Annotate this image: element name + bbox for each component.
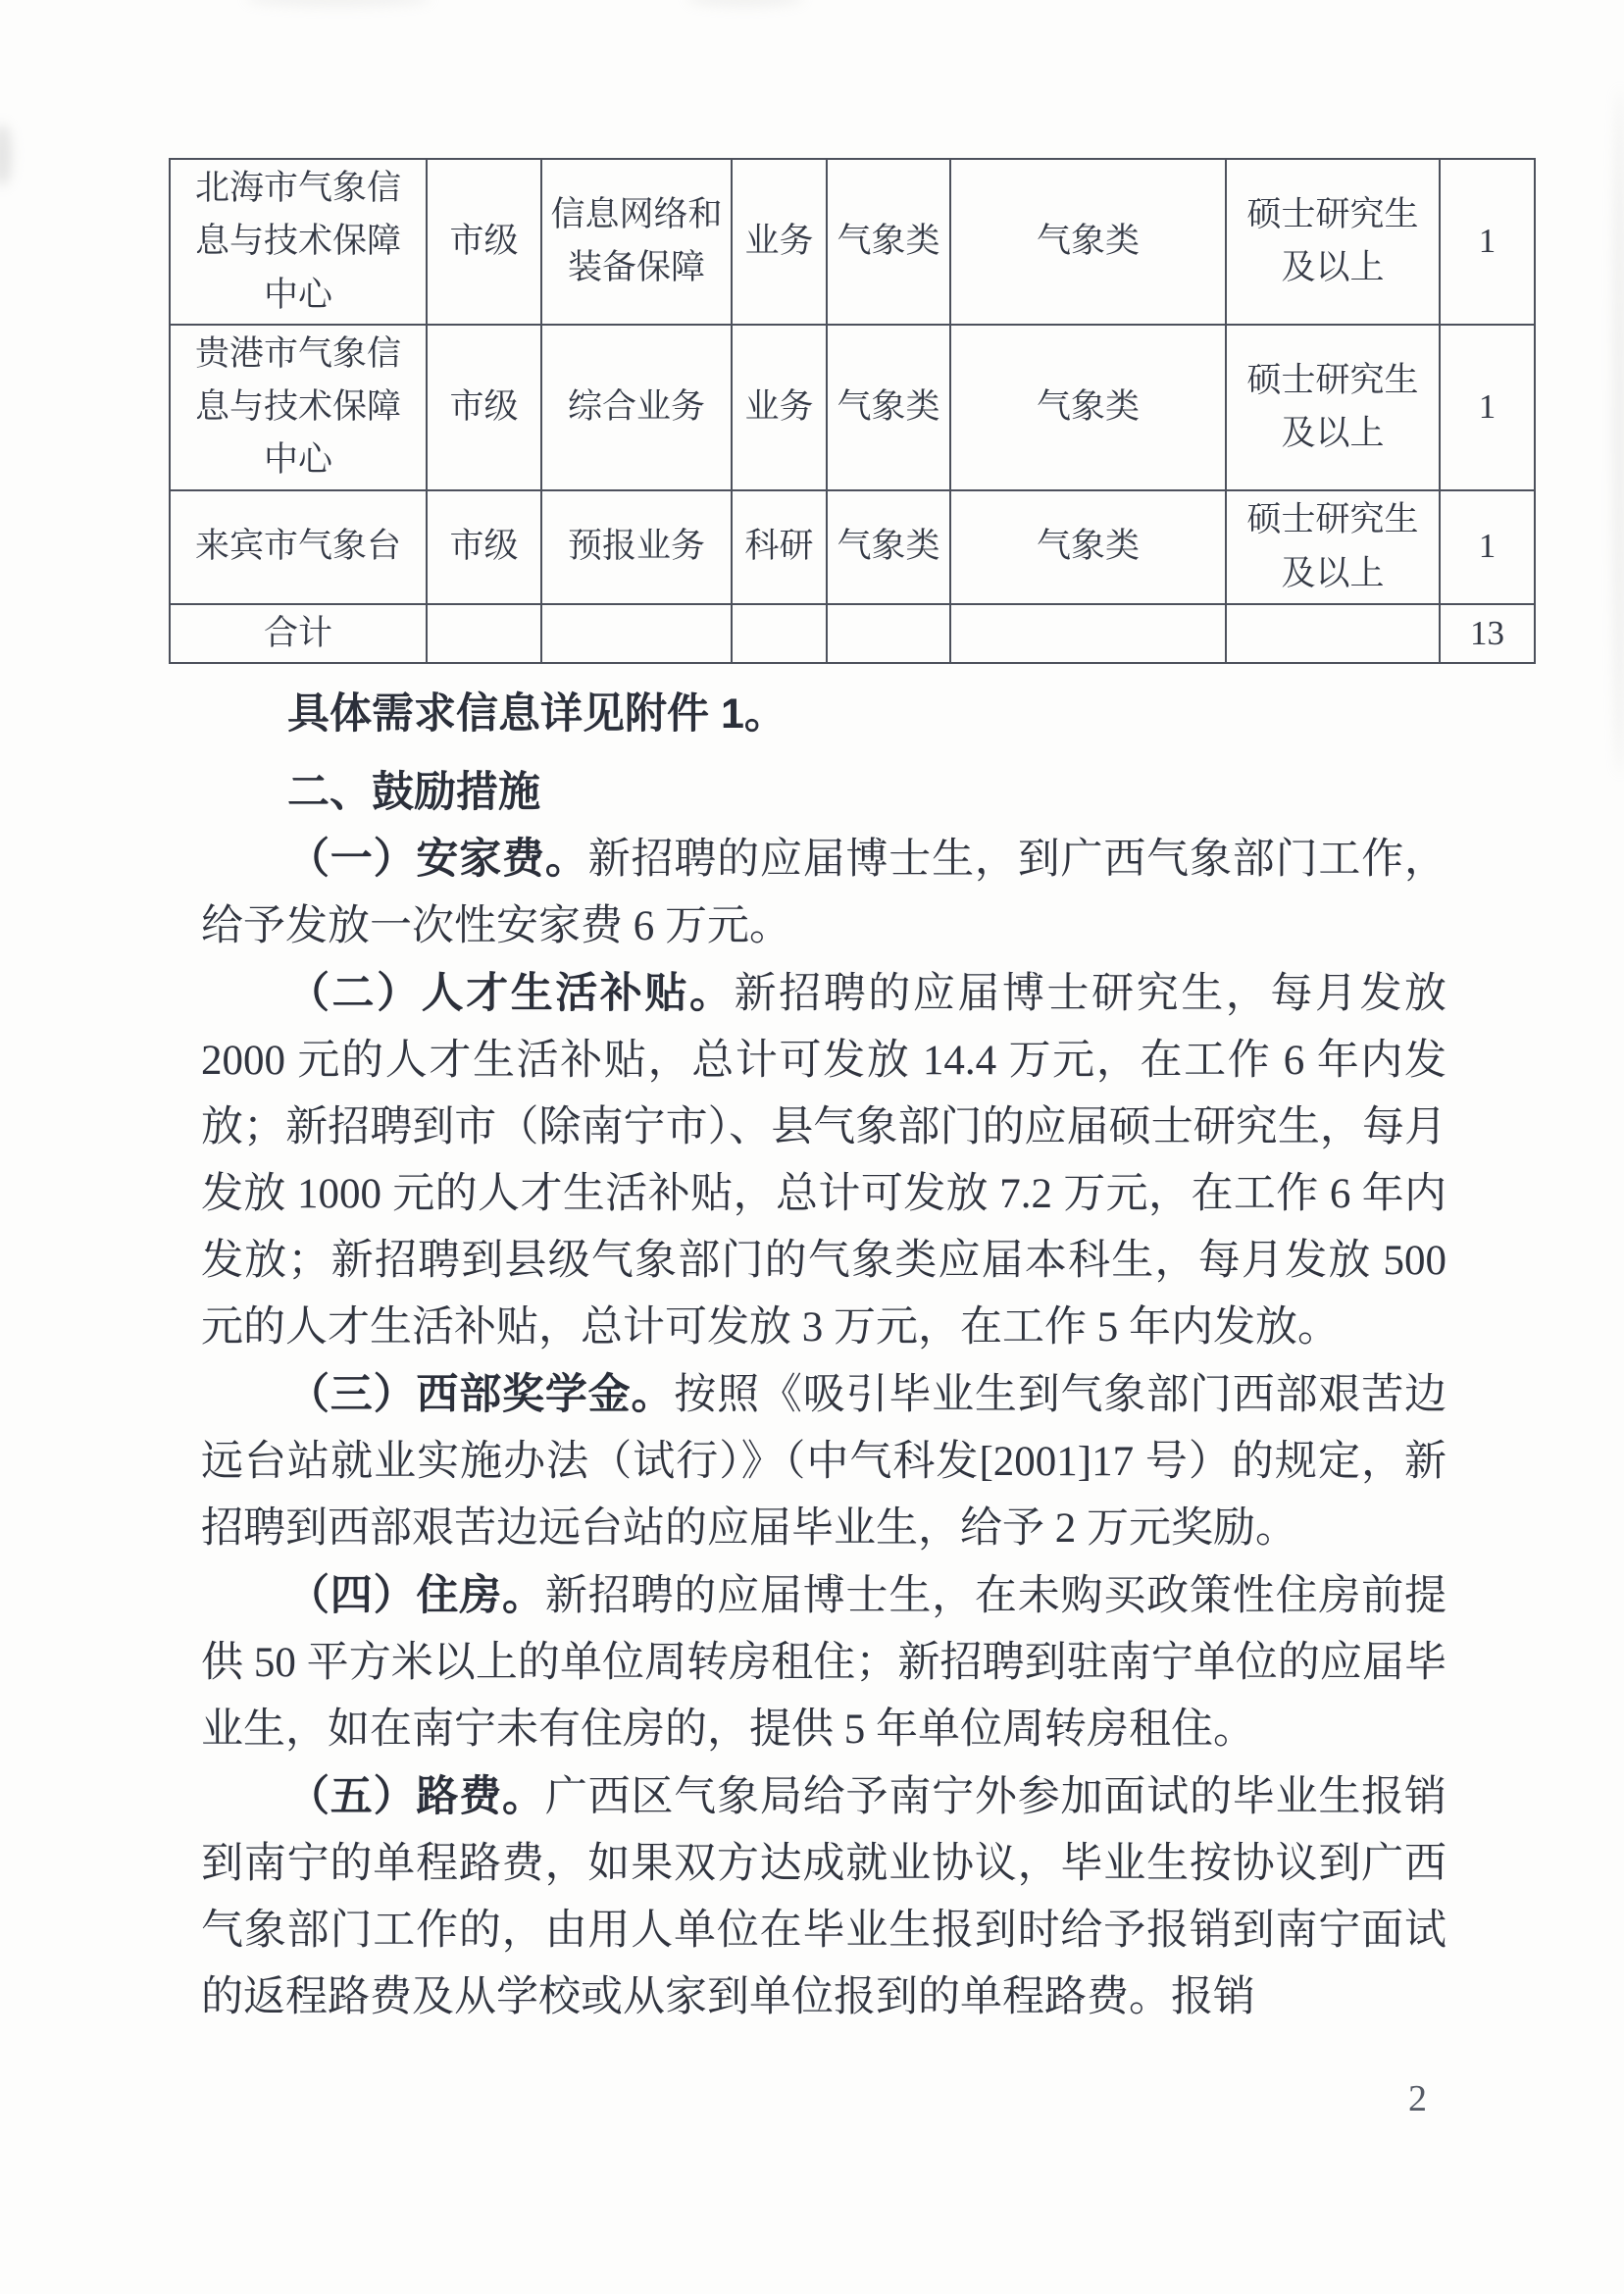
cell-degree xyxy=(1226,604,1440,663)
scan-artifact xyxy=(686,0,804,7)
cell-post: 信息网络和装备保障 xyxy=(541,159,732,325)
paragraph-text: 新招聘的应届博士生，在未购买政策性住房前提供 50 平方米以上的单位周转房租住；新招聘到驻南宁单位的应届毕业生，如在南宁未有住房的，提供 5 年单位周转房租住。 xyxy=(201,1572,1447,1753)
cell-post: 预报业务 xyxy=(541,490,732,604)
cell-major-class: 气象类 xyxy=(827,159,950,325)
cell-category: 业务 xyxy=(732,159,827,325)
table-row xyxy=(170,325,1535,490)
cell-major: 气象类 xyxy=(950,490,1226,604)
cell-degree: 硕士研究生及以上 xyxy=(1226,490,1440,604)
cell-degree: 硕士研究生及以上 xyxy=(1226,159,1440,325)
paragraph-travel-expenses xyxy=(201,1763,1446,2031)
cell-degree: 硕士研究生及以上 xyxy=(1226,325,1440,490)
cell-category xyxy=(732,604,827,663)
paragraph-text: 新招聘的应届博士生，到广西气象部门工作，给予发放一次性安家费 6 万元。 xyxy=(201,836,1447,949)
recruitment-needs-table xyxy=(169,158,1536,664)
cell-level: 市级 xyxy=(427,159,541,325)
cell-major: 气象类 xyxy=(950,159,1226,325)
cell-major-class: 气象类 xyxy=(827,490,950,604)
cell-count: 1 xyxy=(1440,490,1535,604)
paragraph-settling-allowance xyxy=(201,826,1446,960)
cell-unit: 贵港市气象信息与技术保障中心 xyxy=(170,325,427,490)
scan-artifact xyxy=(1613,88,1624,775)
cell-major: 气象类 xyxy=(950,325,1226,490)
cell-total-label: 合计 xyxy=(170,604,427,663)
table-row xyxy=(170,159,1535,325)
cell-level xyxy=(427,604,541,663)
cell-post xyxy=(541,604,732,663)
scan-artifact xyxy=(245,0,431,7)
table-row xyxy=(170,490,1535,604)
cell-count: 1 xyxy=(1440,325,1535,490)
attachment-note: 具体需求信息详见附件 1。 xyxy=(287,689,787,738)
cell-post: 综合业务 xyxy=(541,325,732,490)
section-heading: 二、鼓励措施 xyxy=(287,768,540,816)
table-row-total xyxy=(170,604,1535,663)
cell-unit: 北海市气象信息与技术保障中心 xyxy=(170,159,427,325)
paragraph-text: 广西区气象局给予南宁外参加面试的毕业生报销到南宁的单程路费，如果双方达成就业协议，毕业生按协议到广西气象部门工作的，由用人单位在毕业生报到时给予报销到南宁面试的返程路费及从学校或从家到单位报到的单程路费。报销 xyxy=(201,1773,1447,2020)
cell-major-class: 气象类 xyxy=(827,325,950,490)
paragraph-label: （二）人才生活补贴。 xyxy=(287,969,735,1017)
paragraph-western-scholarship xyxy=(201,1361,1446,1562)
cell-major xyxy=(950,604,1226,663)
document-body xyxy=(201,681,1446,2031)
paragraph-label: （五）路费。 xyxy=(287,1772,545,1820)
page-number: 2 xyxy=(1408,2078,1427,2119)
paragraph-label: （一）安家费。 xyxy=(287,835,588,883)
cell-category: 业务 xyxy=(732,325,827,490)
paragraph-label: （四）住房。 xyxy=(287,1571,545,1619)
cell-level: 市级 xyxy=(427,490,541,604)
paragraph-living-subsidy xyxy=(201,960,1446,1361)
paragraph-text: 按照《吸引毕业生到气象部门西部艰苦边远台站就业实施办法（试行）》（中气科发[2001]17 号）的规定，新招聘到西部艰苦边远台站的应届毕业生，给予 2 万元奖励。 xyxy=(201,1371,1447,1552)
paragraph-housing xyxy=(201,1562,1446,1763)
paragraph-text: 新招聘的应届博士研究生，每月发放 2000 元的人才生活补贴，总计可发放 14.4 万元，在工作 6 年内发放；新招聘到市（除南宁市）、县气象部门的应届硕士研究生，每月发放 1000 元的人才生活补贴，总计可发放 7.2 万元，在工作 6 年内发放；新招聘到县级气象部门的气象类应届本科生，每月发放 500 元的人才生活补贴，总计可发放 3 万元，在工作 5 年内发放。 xyxy=(201,970,1447,1351)
cell-unit: 来宾市气象台 xyxy=(170,490,427,604)
cell-major-class xyxy=(827,604,950,663)
cell-count: 1 xyxy=(1440,159,1535,325)
paragraph-label: （三）西部奖学金。 xyxy=(287,1370,675,1418)
scan-artifact xyxy=(0,124,12,186)
cell-total-count: 13 xyxy=(1440,604,1535,663)
cell-level: 市级 xyxy=(427,325,541,490)
cell-category: 科研 xyxy=(732,490,827,604)
